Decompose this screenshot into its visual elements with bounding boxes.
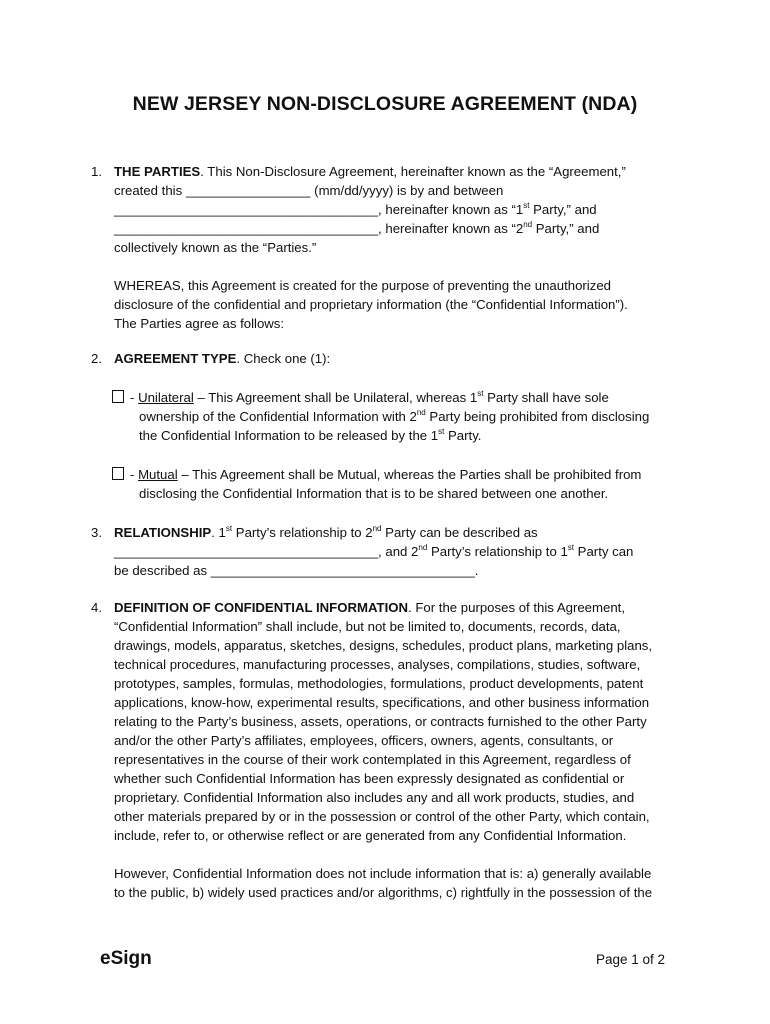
section-number: 1.	[91, 164, 102, 179]
text-line: proprietary. Confidential Information also includes any and all work products, studies, and	[114, 790, 635, 805]
section-confidential-information	[91, 598, 691, 902]
option-unilateral	[112, 388, 692, 445]
text-line: prototypes, samples, formulas, methodologies, formulations, product developments, patent	[114, 676, 644, 691]
section-heading: DEFINITION OF CONFIDENTIAL INFORMATION	[114, 600, 409, 615]
text-line: include, refer to, or otherwise reflect or are generated from any Confidential Information.	[114, 828, 627, 843]
text-line: whether such Confidential Information has been expressly designated as confidential or	[114, 771, 625, 786]
text-line: WHEREAS, this Agreement is created for the purpose of preventing the unauthorized	[114, 278, 612, 293]
text-line: be described as ____________________________________.	[114, 563, 479, 578]
text-line: ____________________________________, hereinafter known as “1st Party,” and	[114, 200, 597, 217]
unilateral-label: Unilateral	[138, 390, 194, 405]
text-line: disclosing the Confidential Information that is to be shared between one another.	[139, 486, 609, 501]
mutual-label: Mutual	[138, 467, 178, 482]
text-line: ____________________________________, hereinafter known as “2nd Party,” and	[114, 219, 600, 236]
document-title: NEW JERSEY NON-DISCLOSURE AGREEMENT (NDA)	[132, 93, 638, 115]
section-number: 3.	[91, 525, 102, 540]
text-line: ____________________________________, and 2nd Party’s relationship to 1st Party can	[114, 542, 634, 559]
section-heading: AGREEMENT TYPE	[114, 351, 237, 366]
section-heading: THE PARTIES	[114, 164, 201, 179]
text-line: - Mutual – This Agreement shall be Mutual, whereas the Parties shall be prohibited from	[130, 467, 642, 482]
text-line: and/or the other Party’s affiliates, employees, officers, owners, agents, consultants, or	[114, 733, 614, 748]
esign-logo[interactable]: eSign	[100, 948, 152, 969]
text-line: . This Non-Disclosure Agreement, hereinafter known as the “Agreement,”	[200, 164, 626, 179]
section-number: 4.	[91, 600, 102, 615]
text-line: other materials prepared by or in the possession or control of the other Party, which contain,	[114, 809, 650, 824]
text-line: However, Confidential Information does not include information that is: a) generally available	[114, 866, 652, 881]
mutual-checkbox[interactable]	[112, 467, 124, 480]
text-line: relating to the Party’s business, assets, operations, or contracts furnished to the other Party	[114, 714, 647, 729]
text-line: applications, know-how, experimental results, specifications, and other business information	[114, 695, 650, 710]
text-line: “Confidential Information” shall include, but not be limited to, documents, records, data,	[114, 619, 621, 634]
option-mutual	[112, 465, 692, 503]
page-number: Page 1 of 2	[596, 952, 666, 967]
text-line: technical procedures, manufacturing processes, analyses, compilations, studies, software,	[114, 657, 641, 672]
unilateral-checkbox[interactable]	[112, 390, 124, 403]
text-line: The Parties agree as follows:	[114, 316, 285, 331]
text-line: collectively known as the “Parties.”	[114, 240, 317, 255]
text-line: disclosure of the confidential and proprietary information (the “Confidential Information”).	[114, 297, 628, 312]
text-line: drawings, models, apparatus, sketches, designs, schedules, product plans, marketing plans,	[114, 638, 653, 653]
section-relationship	[91, 523, 691, 580]
text-line: . Check one (1):	[236, 351, 331, 366]
section-heading: RELATIONSHIP	[114, 525, 212, 540]
text-line: to the public, b) widely used practices and/or algorithms, c) rightfully in the possession of the	[114, 885, 653, 900]
section-agreement-type	[91, 349, 691, 368]
text-line: RELATIONSHIP. 1st Party’s relationship to 2nd Party can be described as	[114, 523, 538, 540]
text-line: representatives in the course of their work contemplated in this Agreement, regardless of	[114, 752, 631, 767]
text-line: created this _________________ (mm/dd/yyyy) is by and between	[114, 183, 504, 198]
text-line: . For the purposes of this Agreement,	[408, 600, 625, 615]
text-line: ownership of the Confidential Information with 2nd Party being prohibited from disclosing	[139, 407, 650, 424]
text-line: - Unilateral – This Agreement shall be Unilateral, whereas 1st Party shall have sole	[130, 388, 609, 405]
text-line: the Confidential Information to be released by the 1st Party.	[139, 426, 482, 443]
section-parties	[91, 162, 691, 333]
section-number: 2.	[91, 351, 102, 366]
